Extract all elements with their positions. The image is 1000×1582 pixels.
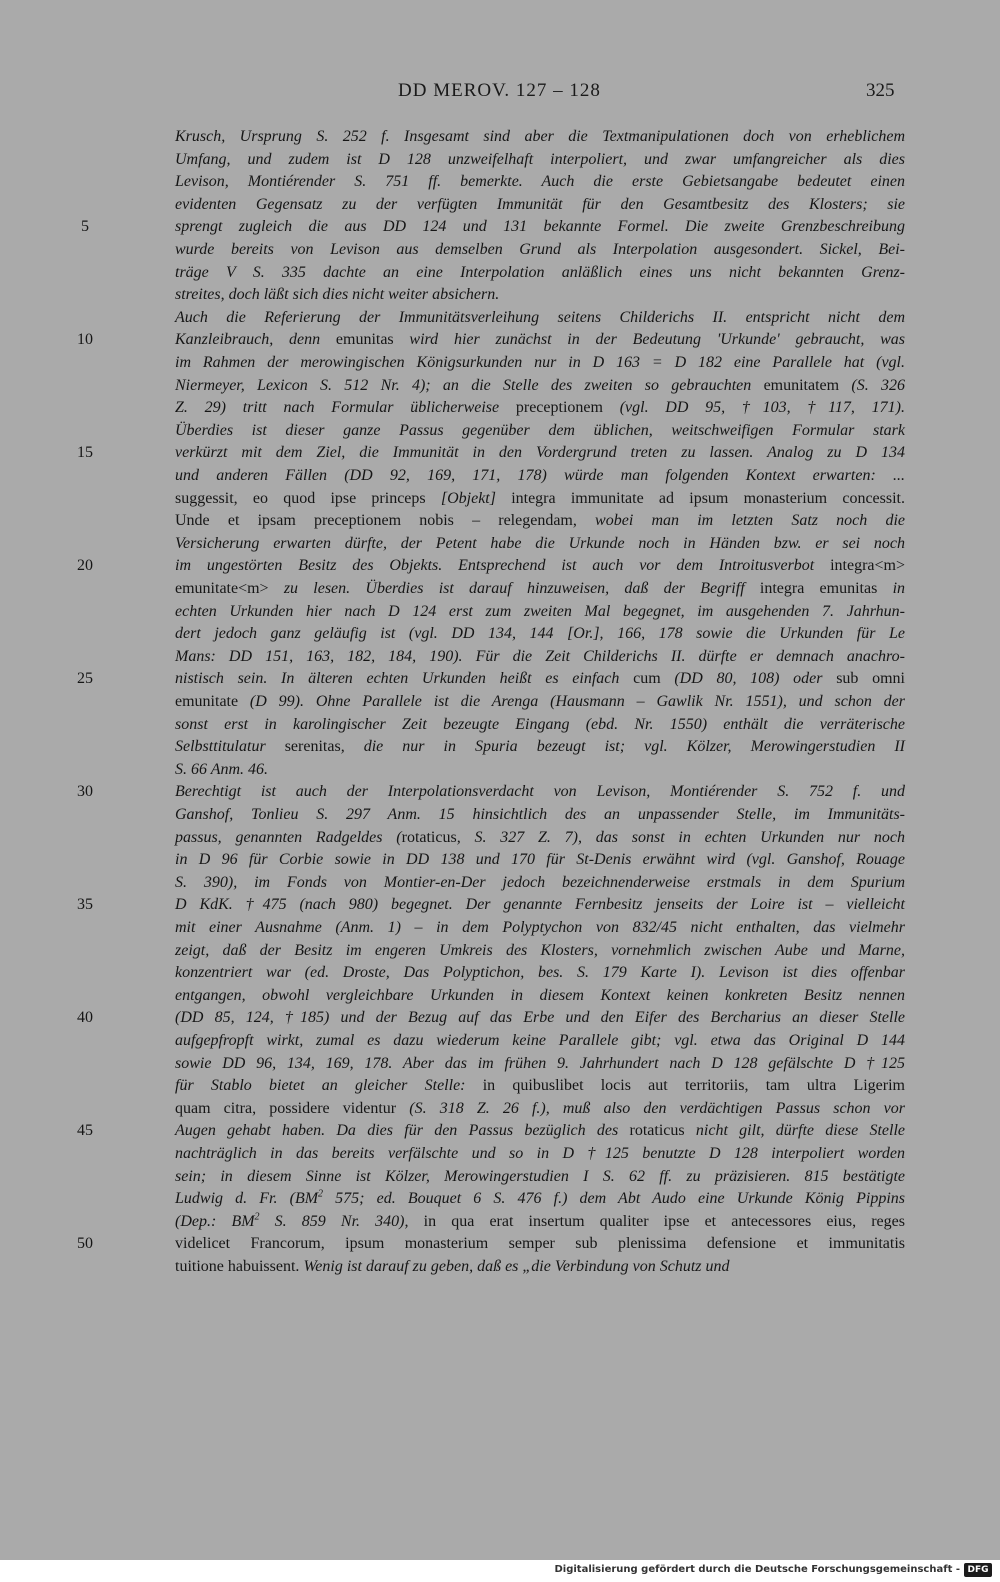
text-span: , die nur in Spuria bezeugt ist; vgl. Kölzer, Merowingerstudien II bbox=[340, 738, 905, 756]
text-span: sonst erst in karolingischer Zeit bezeugte Eingang (ebd. Nr. 1550) enthält die verräterische bbox=[175, 715, 905, 733]
text-span: evidenten Gegensatz zu der verfügten Immunität für den Gesamtbesitz des Klosters; sie bbox=[175, 195, 905, 213]
text-span: sprengt zugleich die aus DD 124 und 131 bekannte Formel. Die zweite Grenzbeschreibung bbox=[175, 218, 905, 236]
text-span: (S. 326 bbox=[839, 376, 906, 394]
latin-quote: integra<m> bbox=[830, 557, 905, 575]
text-span: sein; in diesem Sinne ist Kölzer, Merowingerstudien I S. 62 ff. zu präzisieren. 815 bestätigte bbox=[175, 1167, 905, 1185]
line-number: 50 bbox=[77, 1235, 93, 1253]
line-number: 40 bbox=[77, 1009, 93, 1027]
text-line bbox=[175, 781, 905, 804]
text-span: (Dep.: BM bbox=[175, 1212, 255, 1230]
line-number: 45 bbox=[77, 1122, 93, 1140]
text-line bbox=[175, 985, 905, 1008]
line-number: 20 bbox=[77, 557, 93, 575]
text-span: Selbsttitulatur bbox=[175, 738, 285, 756]
text-span: streites, doch läßt sich dies nicht weiter absichern. bbox=[175, 286, 500, 304]
text-span: wurde bereits von Levison aus demselben Grund als Interpolation ausgesondert. Sickel, Bei- bbox=[175, 241, 905, 258]
text-span: S. 66 Anm. 46. bbox=[175, 760, 269, 778]
superscript: 2 bbox=[254, 1211, 260, 1223]
text-line bbox=[175, 194, 905, 217]
page-number: 325 bbox=[866, 80, 895, 101]
latin-quote: emunitas bbox=[335, 331, 394, 349]
text-span: S. 390), im Fonds von Montier-en-Der jedoch bezeichnenderweise erstmals in dem Spurium bbox=[175, 873, 905, 891]
text-span: zu lesen. Überdies ist darauf hinzuweisen, daß der Begriff bbox=[268, 580, 760, 597]
text-line bbox=[175, 262, 905, 285]
line-number: 5 bbox=[81, 218, 89, 236]
text-line bbox=[175, 962, 905, 985]
text-line bbox=[175, 601, 905, 624]
text-span: D KdK. †475 (nach 980) begegnet. Der genannte Fernbesitz jenseits der Loire ist – vielleicht bbox=[175, 896, 905, 914]
latin-quote: Unde et ipsam preceptionem nobis – relegendam, bbox=[175, 512, 577, 530]
text-span: konzentriert war (ed. Droste, Das Polyptichon, bes. S. 179 Karte I). Levison ist dies offenbar bbox=[175, 964, 905, 982]
latin-quote: integra emunitas bbox=[759, 580, 878, 597]
dfg-logo-icon: DFG bbox=[964, 1563, 992, 1577]
superscript: 2 bbox=[318, 1188, 324, 1200]
text-line bbox=[175, 533, 905, 556]
text-line bbox=[175, 714, 905, 737]
text-span: (vgl. DD 95, †103, †117, 171). bbox=[602, 399, 905, 417]
text-line bbox=[175, 827, 905, 850]
text-line bbox=[175, 465, 905, 488]
text-span: Versicherung erwarten dürfte, der Petent habe die Urkunde noch in Händen bzw. er sei noch bbox=[175, 534, 905, 552]
latin-quote: serenitas bbox=[284, 738, 341, 756]
text-span: Krusch, Ursprung S. 252 f. Insgesamt sind aber die Textmanipulationen doch von erheblichem bbox=[175, 128, 905, 145]
text-line bbox=[175, 578, 905, 601]
text-line bbox=[175, 307, 905, 330]
text-line bbox=[175, 442, 905, 465]
text-line bbox=[175, 555, 905, 578]
line-number: 10 bbox=[77, 331, 93, 349]
text-span: Ludwig d. Fr. (BM bbox=[175, 1190, 319, 1208]
text-line bbox=[175, 1053, 905, 1076]
text-span: wird hier zunächst in der Bedeutung 'Urkunde' gebraucht, was bbox=[393, 331, 905, 349]
text-span: (D 99). Ohne Parallele ist die Arenga (Hausmann – Gawlik Nr. 1551), und schon der bbox=[238, 693, 905, 710]
text-span: mit einer Ausnahme (Anm. 1) – in dem Polyptychon von 832/45 nicht enthalten, das vielmehr bbox=[175, 919, 905, 936]
running-head: DD MEROV. 127 – 128 bbox=[398, 80, 601, 101]
footer-credit: Digitalisierung gefördert durch die Deutsche Forschungsgemeinschaft - bbox=[554, 1564, 960, 1575]
text-span: Auch die Referierung der Immunitätsverleihung seitens Childerichs II. entspricht nicht dem bbox=[175, 308, 905, 326]
text-line bbox=[175, 375, 905, 398]
latin-quote: tuitione habuissent. bbox=[175, 1258, 300, 1275]
text-span: Z. 29) tritt nach Formular üblicherweise bbox=[175, 399, 516, 417]
text-line bbox=[175, 940, 905, 963]
text-line bbox=[175, 1120, 905, 1143]
text-line bbox=[175, 420, 905, 443]
text-span: sowie DD 96, 134, 169, 178. Aber das im frühen 9. Jahrhundert nach D 128 gefälschte D †125 bbox=[175, 1054, 905, 1072]
latin-quote: emunitate bbox=[175, 693, 239, 710]
text-line bbox=[175, 329, 905, 352]
text-line bbox=[175, 171, 905, 194]
text-line bbox=[175, 239, 905, 262]
latin-quote: videlicet Francorum, ipsum monasterium semper sub plenissima defensione et immunitatis bbox=[175, 1235, 905, 1253]
latin-quote: emunitatem bbox=[763, 376, 840, 394]
text-span: nicht gilt, dürfte diese Stelle bbox=[684, 1122, 905, 1140]
text-span: echten Urkunden hier nach D 124 erst zum zweiten Mal begegnet, im ausgehenden 7. Jahrhun- bbox=[175, 602, 905, 620]
latin-quote: integra immunitate ad ipsum monasterium concessit. bbox=[495, 489, 906, 507]
line-number: 30 bbox=[77, 783, 93, 801]
text-line bbox=[175, 894, 905, 917]
text-line bbox=[175, 1256, 905, 1279]
text-span: Levison, Montiérender S. 751 ff. bemerkte. Auch die erste Gebietsangabe bedeutet einen bbox=[175, 173, 905, 191]
line-number: 35 bbox=[77, 896, 93, 914]
text-line bbox=[175, 488, 905, 511]
text-line bbox=[175, 646, 905, 669]
latin-quote: rotaticus bbox=[629, 1122, 685, 1140]
text-span: dert jedoch ganz geläufig ist (vgl. DD 134, 144 [Or.], 166, 178 sowie die Urkunden für Le bbox=[175, 625, 905, 643]
latin-quote: cum bbox=[633, 670, 661, 688]
text-line bbox=[175, 1075, 905, 1098]
text-span: Berechtigt ist auch der Interpolationsverdacht von Levison, Montiérender S. 752 f. und bbox=[175, 783, 905, 801]
text-span: [Objekt] bbox=[440, 489, 496, 507]
latin-quote: quam citra, possidere videntur bbox=[175, 1099, 397, 1117]
text-line bbox=[175, 352, 905, 375]
text-span: passus, genannten Radgeldes ( bbox=[175, 828, 402, 846]
text-span: im ungestörten Besitz des Objekts. Entsprechend ist auch vor dem Introitusverbot bbox=[175, 557, 831, 575]
text-span: zeigt, daß der Besitz im engeren Umkreis des Klosters, vornehmlich zwischen Aube und Marne, bbox=[175, 941, 905, 959]
text-span: nistisch sein. In älteren echten Urkunden heißt es einfach bbox=[175, 670, 634, 688]
text-span: entgangen, obwohl vergleichbare Urkunden in diesem Kontext keinen konkreten Besitz nennen bbox=[175, 986, 905, 1004]
latin-quote: preceptionem bbox=[515, 399, 603, 417]
text-line bbox=[175, 691, 905, 714]
text-span: Kanzleibrauch, denn bbox=[175, 331, 336, 349]
text-line bbox=[175, 216, 905, 239]
text-span: Überdies ist dieser ganze Passus gegenüber dem üblichen, weitschweifigen Formular stark bbox=[175, 421, 905, 439]
line-number: 15 bbox=[77, 444, 93, 462]
text-line bbox=[175, 397, 905, 420]
text-span: 575; ed. Bouquet 6 S. 476 f.) dem Abt Audo eine Urkunde König Pippins bbox=[323, 1190, 906, 1208]
text-span: Niermeyer, Lexicon S. 512 Nr. 4); an die Stelle des zweiten so gebrauchten bbox=[175, 376, 764, 394]
latin-quote: suggessit, eo quod ipse princeps bbox=[175, 489, 441, 507]
text-span: wobei man im letzten Satz noch die bbox=[576, 512, 905, 530]
text-span: Mans: DD 151, 163, 182, 184, 190). Für die Zeit Childerichs II. dürfte er demnach anachro- bbox=[175, 647, 905, 665]
text-line bbox=[175, 126, 905, 149]
text-span: Wenig ist darauf zu geben, daß es „die Verbindung von Schutz und bbox=[299, 1258, 730, 1275]
text-line bbox=[175, 1030, 905, 1053]
text-span: verkürzt mit dem Ziel, die Immunität in den Vordergrund treten zu lassen. Analog zu D 134 bbox=[175, 444, 905, 462]
text-line bbox=[175, 1166, 905, 1189]
text-span: in bbox=[877, 580, 906, 597]
text-span: und anderen Fällen (DD 92, 169, 171, 178) würde man folgenden Kontext erwarten: ... bbox=[175, 467, 905, 484]
text-span: Augen gehabt haben. Da dies für den Passus bezüglich des bbox=[175, 1122, 630, 1140]
latin-quote: rotaticus bbox=[401, 828, 457, 846]
text-line bbox=[175, 1143, 905, 1166]
text-span: Ganshof, Tonlieu S. 297 Anm. 15 hinsichtlich des an unpassender Stelle, im Immunitäts- bbox=[175, 806, 905, 823]
text-span: nachträglich in das bereits verfälschte und so in D †125 benutzte D 128 interpoliert worden bbox=[175, 1145, 905, 1162]
text-span: im Rahmen der merowingischen Königsurkunden nur in D 163 = D 182 eine Parallele hat (vgl. bbox=[175, 354, 905, 371]
latin-quote: in quibuslibet locis aut territoriis, tam ultra Ligerim bbox=[482, 1077, 906, 1095]
text-span: S. 859 Nr. 340), bbox=[259, 1212, 424, 1230]
text-line bbox=[175, 1098, 905, 1121]
text-line bbox=[175, 510, 905, 533]
text-line bbox=[175, 284, 905, 307]
text-line bbox=[175, 872, 905, 895]
text-line bbox=[175, 668, 905, 691]
footer bbox=[0, 1560, 1000, 1582]
page-header bbox=[0, 80, 1000, 104]
latin-quote: emunitate<m> bbox=[175, 580, 269, 597]
latin-quote: in qua erat insertum qualiter ipse et antecessores eius, reges bbox=[423, 1212, 905, 1230]
text-span: (DD 85, 124, †185) und der Bezug auf das Erbe und den Eifer des Bercharius an dieser Stelle bbox=[175, 1009, 905, 1027]
text-line bbox=[175, 149, 905, 172]
text-line bbox=[175, 623, 905, 646]
text-line bbox=[175, 1211, 905, 1234]
text-span: aufgepfropft wirkt, zumal es dazu wiederum keine Parallele gibt; vgl. etwa das Original D 144 bbox=[175, 1032, 905, 1049]
text-span: träge V S. 335 dachte an eine Interpolation anläßlich eines uns nicht bekannten Grenz- bbox=[175, 263, 905, 281]
text-span: (S. 318 Z. 26 f.), muß also den verdächtigen Passus schon vor bbox=[396, 1099, 906, 1117]
text-line bbox=[175, 1233, 905, 1256]
text-line bbox=[175, 849, 905, 872]
text-line bbox=[175, 804, 905, 827]
text-line bbox=[175, 1188, 905, 1211]
text-span: in D 96 für Corbie sowie in DD 138 und 170 für St-Denis erwähnt wird (vgl. Ganshof, Rouage bbox=[175, 851, 905, 869]
line-number: 25 bbox=[77, 670, 93, 688]
text-span: Umfang, und zudem ist D 128 unzweifelhaft interpoliert, und zwar umfangreicher als dies bbox=[175, 150, 905, 168]
latin-quote: sub omni bbox=[836, 670, 905, 688]
text-line bbox=[175, 1007, 905, 1030]
text-line bbox=[175, 736, 905, 759]
text-line bbox=[175, 759, 905, 782]
text-span: (DD 80, 108) oder bbox=[660, 670, 837, 688]
text-span: , S. 327 Z. 7), das sonst in echten Urkunden nur noch bbox=[456, 828, 905, 846]
text-line bbox=[175, 917, 905, 940]
text-span: für Stablo bietet an gleicher Stelle: bbox=[175, 1077, 483, 1095]
